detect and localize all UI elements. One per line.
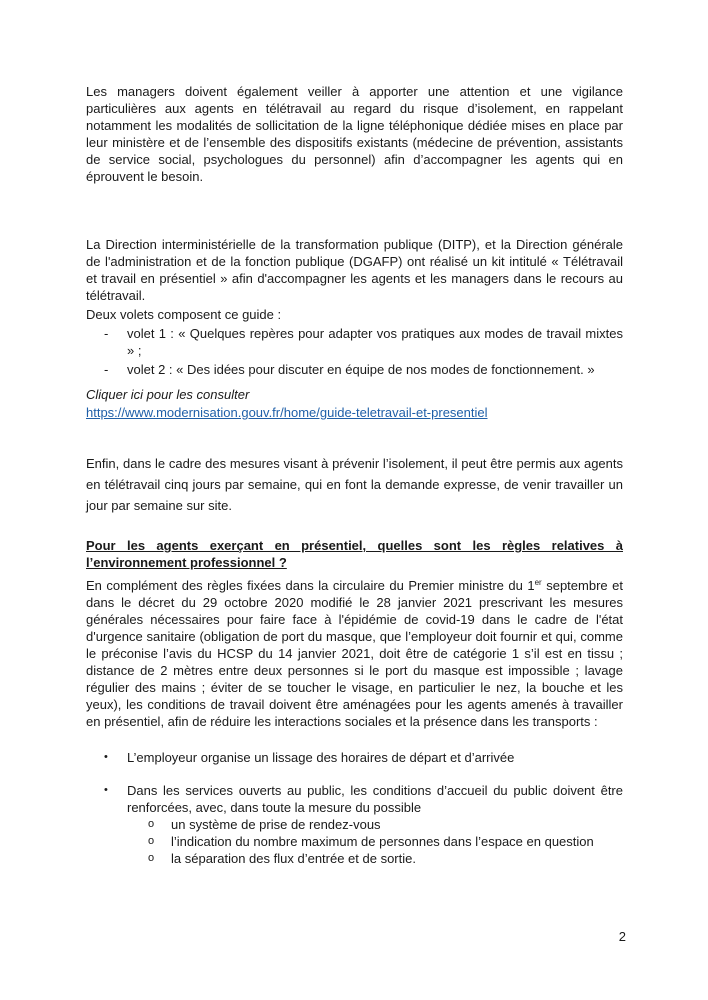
bullet-list — [86, 749, 623, 867]
circle-marker: o — [148, 852, 155, 864]
rules-text-start: En complément des règles fixées dans la circulaire du Premier ministre du 1 — [86, 578, 535, 593]
sub-bullet-text: l’indication du nombre maximum de personnes dans l’espace en question — [171, 834, 594, 849]
page-number: 2 — [618, 929, 626, 944]
paragraph-text: Enfin, dans le cadre des mesures visant à prévenir l’isolement, il peut être permis aux agents en télétravail cinq jours par semaine, qui en font la demande expresse, de venir travailler un jour par semaine sur site. — [86, 456, 623, 513]
sub-bullet-text: la séparation des flux d’entrée et de sortie. — [171, 851, 416, 866]
paragraph-text: Les managers doivent également veiller à apporter une attention et une vigilance particulières aux agents en télétravail au regard du risque d’isolement, en rappelant notamment les modalités de sollicitation de la ligne téléphonique dédiée mises en place par leur ministère et de l’ensemble des dispositifs existants (médecine de prévention, assistants de service social, psychologues du personnel) afin d’accompagner les agents qui en éprouvent le besoin. — [86, 84, 623, 184]
volet-text: volet 2 : « Des idées pour discuter en équipe de nos modes de fonctionnement. » — [127, 362, 595, 377]
bullet-marker: • — [104, 751, 108, 763]
ordinal-superscript: er — [534, 578, 542, 587]
sub-list-item — [86, 833, 623, 850]
sub-list-item — [86, 816, 623, 833]
rules-paragraph — [86, 577, 623, 730]
presentiel-section — [86, 537, 623, 730]
rules-text-rest: septembre et dans le décret du 29 octobre 2020 modifié le 28 janvier 2021 prescrivant les mesures générales nécessaires pour faire face à l'épidémie de covid-19 dans le cadre de l'état d'urgence sanitaire (obligation de port du masque, que l’employeur doit fournir et qui, comme le préconise l’avis du HCSP du 14 janvier 2021, doit être de catégorie 1 s’il est en tissu ; distance de 2 mètres entre deux personnes si le port du masque est impossible ; lavage régulier des mains ; éviter de se toucher le visage, en particulier le nez, la bouche et les yeux), les conditions de travail doivent être aménagées pour les agents amenés à travailler en présentiel, afin de réduire les interactions sociales et la présence dans les transports : — [86, 578, 623, 729]
guide-section — [86, 236, 623, 421]
section-heading: Pour les agents exerçant en présentiel, quelles sont les règles relatives à l’environnement professionnel ? — [86, 538, 623, 570]
sub-list-item — [86, 850, 623, 867]
guide-link[interactable]: https://www.modernisation.gouv.fr/home/guide-teletravail-et-presentiel — [86, 405, 488, 420]
dash-marker: - — [104, 362, 109, 377]
dash-marker: - — [104, 326, 109, 341]
bullet-text: L’employeur organise un lissage des horaires de départ et d’arrivée — [127, 750, 515, 765]
bullet-marker: • — [104, 784, 108, 796]
volet-text: volet 1 : « Quelques repères pour adapter vos pratiques aux modes de travail mixtes » ; — [127, 326, 623, 358]
prevention-paragraph — [86, 453, 623, 516]
list-item-volet-2 — [86, 361, 623, 378]
circle-marker: o — [148, 835, 155, 847]
consult-label: Cliquer ici pour les consulter — [86, 387, 250, 402]
sub-bullet-text: un système de prise de rendez-vous — [171, 817, 381, 832]
isolation-paragraph — [86, 83, 623, 185]
kit-paragraph: La Direction interministérielle de la transformation publique (DITP), et la Direction générale de l'administration et de la fonction publique (DGAFP) ont réalisé un kit intitulé « Télétravail et travail en présentiel » afin d'accompagner les agents et les managers dans le recours au télétravail. — [86, 237, 623, 303]
list-item-volet-1 — [86, 325, 623, 359]
circle-marker: o — [148, 818, 155, 830]
bullet-text: Dans les services ouverts au public, les conditions d’accueil du public doivent être renforcées, avec, dans toute la mesure du possible — [127, 783, 623, 815]
list-item — [86, 749, 623, 766]
list-item — [86, 782, 623, 816]
guide-intro: Deux volets composent ce guide : — [86, 307, 282, 322]
